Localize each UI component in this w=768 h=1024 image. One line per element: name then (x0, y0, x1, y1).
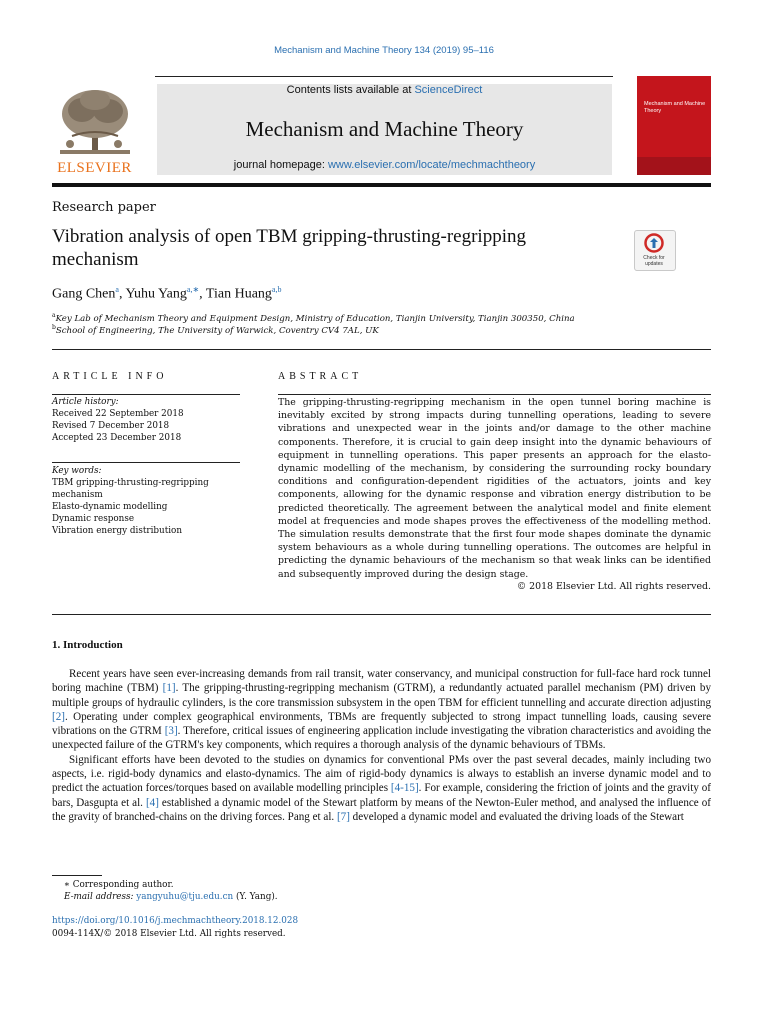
intro-paragraph-2 (52, 753, 711, 824)
homepage-line (157, 159, 612, 171)
keyword-item: Vibration energy distribution (52, 526, 182, 536)
keyword-item: Elasto-dynamic modelling (52, 502, 168, 512)
author-list: Gang Chen$^a$, Yuhu Yang$^{a,∗}$, Tian Huang$^{a,b}$ (52, 285, 282, 302)
homepage-prefix: journal homepage: (233, 159, 328, 171)
abstract-text: The gripping-thrusting-regripping mechanism in the open tunnel boring machine is inevitably excited by strong impacts during tunnelling operations, leading to severe vibrations and unexpected wear in the joints and/or damage to the other machine components. Therefore, it is crucial to gain deep insight into the dynamic behaviours of equipment in tunnelling operations. This paper presents an approach for the elasto-dynamic modelling of the mechanism, by considering the surrounding rocky boundary conditions and configuration-dependent rigidities of the actuators, joints and key components, allowing for the dynamic response and vibration energy distribution to be predicted theoretically. The agreement between the analytical model and finite element model at frequencies and mode shapes proves the effectiveness of the modelling method. The simulation results demonstrate that the first four mode shapes dominate the dynamic system behaviours as a whole during tunnelling operations. The outcomes are helpful in predicting the dynamic behaviours of the mechanism so that weak links can be identified and subsequently improved during the design stage. (278, 397, 711, 580)
text-run: Significant efforts have been devoted to the studies on dynamics for conventional PMs over the past several decades, mainly including two aspects, i.e. rigid-body dynamics and elasto-dynamics. The aim of rigid-body dynamics is always to establish an inverse dynamic model and to predict the actuation forces/torques based on available modelling principles (52, 753, 711, 795)
check-updates-label: Check for updates (643, 255, 665, 267)
text-run: . The gripping-thrusting-regripping mechanism (GTRM), a redundantly actuated parallel mechanism (PM) driven by multiple groups of hydraulic cylinders, is the core transmission subsystem in the open TBM for efficient tunnelling and accurate direction adjusting (52, 682, 712, 709)
contents-prefix: Contents lists available at (286, 84, 415, 96)
text-run: . For example, considering the friction of joints and the gravity of bars, Dasgupta et al. (52, 782, 711, 809)
citation-link[interactable]: [4-15] (390, 782, 419, 795)
author-sup[interactable]: a,∗ (186, 285, 200, 294)
text-run: . Therefore, critical issues of engineering application include investigating the vibration characteristics and avoiding the unexpected failure of the GTRM's key components, which requires a thorough analysis of the dynamic behaviours of TBMs. (52, 725, 711, 752)
affiliation-sup: b (52, 324, 56, 331)
accepted-date: Accepted 23 December 2018 (52, 433, 182, 443)
header-bottom-rule (52, 183, 711, 187)
cover-title: Mechanism and Machine Theory (644, 101, 706, 114)
keyword-item: mechanism (52, 490, 103, 500)
elsevier-wordmark: ELSEVIER (57, 160, 132, 176)
keywords-label: Key words: (52, 466, 102, 476)
issn-copyright: 0094-114X/© 2018 Elsevier Ltd. All rights reserved. (52, 929, 286, 939)
text-run: . Operating under complex geographical environments, TBMs are frequently subjected to strong impact tunnelling loads, causing severe vibrations on the GTRM (52, 710, 711, 738)
email-label: E-mail address: (64, 892, 137, 902)
keyword-item: TBM gripping-thrusting-regripping (52, 478, 209, 488)
elsevier-tree-logo (52, 84, 137, 160)
introduction-body (52, 667, 711, 824)
article-title: Vibration analysis of open TBM gripping-thrusting-regripping mechanism (52, 226, 526, 270)
journal-homepage-link[interactable]: www.elsevier.com/locate/mechmachtheory (327, 159, 536, 171)
journal-title: Mechanism and Machine Theory (245, 117, 524, 141)
author-sup[interactable]: a (115, 285, 119, 294)
text-run: established a dynamic model of the Stewart platform by means of the Newton-Euler method, and analysed the influence of the gravity of branched-chains on the driving forces. Pang et al. (52, 796, 711, 823)
article-info-heading: ARTICLE INFO (52, 371, 168, 382)
abstract-heading: ABSTRACT (278, 371, 363, 382)
doi-link[interactable]: https://doi.org/10.1016/j.mechmachtheory.2018.12.028 (52, 916, 299, 926)
footnote-text: Corresponding author. (72, 880, 174, 890)
affiliation-sup: a (52, 312, 56, 319)
history-label: Article history: (52, 397, 119, 407)
revised-date: Revised 7 December 2018 (52, 421, 170, 431)
intro-paragraph-1 (52, 667, 711, 753)
affiliation-a (52, 312, 575, 324)
contents-line (157, 84, 612, 96)
footnote-mark: ∗ (64, 880, 70, 890)
citation-link[interactable]: [7] (336, 810, 350, 823)
abstract-copyright: © 2018 Elsevier Ltd. All rights reserved. (516, 581, 711, 592)
email-suffix: (Y. Yang). (233, 892, 278, 902)
introduction-heading: 1. Introduction (52, 639, 123, 651)
received-date: Received 22 September 2018 (52, 409, 184, 419)
abstract-rule (278, 394, 711, 395)
section-divider (52, 349, 711, 350)
affiliation-text: School of Engineering, The University of Warwick, Coventry CV4 7AL, UK (55, 325, 379, 336)
article-info-rule (52, 394, 240, 395)
affiliation-text: Key Lab of Mechanism Theory and Equipment Design, Ministry of Education, Tianjin University, Tianjin 300350, China (55, 313, 575, 324)
affiliation-b (52, 324, 379, 336)
footnote-rule (52, 875, 102, 876)
author-sup[interactable]: a,b (271, 285, 282, 294)
cover-strip (637, 157, 711, 175)
author-name[interactable]: Gang Chen (52, 286, 116, 302)
text-run: Recent years have seen ever-increasing demands from rail transit, water conservancy, and municipal construction for full-face hard rock tunnel boring machine (TBM) (52, 668, 711, 695)
citation-link[interactable]: [4] (145, 796, 159, 809)
check-updates-icon (644, 233, 664, 253)
keywords-block (52, 465, 209, 537)
article-history (52, 396, 184, 444)
citation-link[interactable]: [1] (162, 682, 176, 695)
email-note (64, 892, 278, 902)
corresponding-author-note (64, 880, 174, 890)
header-top-rule (155, 76, 613, 77)
text-run: developed a dynamic model and evaluated the driving loads of the Stewart (349, 810, 684, 823)
citation-link[interactable]: [3] (164, 725, 178, 738)
author-name[interactable]: Yuhu Yang (125, 286, 187, 302)
keywords-rule (52, 462, 240, 463)
keyword-item: Dynamic response (52, 514, 135, 524)
front-matter-divider (52, 614, 711, 615)
email-link[interactable]: yangyuhu@tju.edu.cn (136, 892, 234, 902)
citation-link[interactable]: [2] (52, 710, 65, 723)
journal-citation-link[interactable]: Mechanism and Machine Theory 134 (2019) 95–116 (274, 45, 494, 56)
sciencedirect-link[interactable]: ScienceDirect (414, 84, 483, 96)
paper-type: Research paper (52, 200, 156, 215)
author-name[interactable]: Tian Huang (205, 286, 272, 302)
